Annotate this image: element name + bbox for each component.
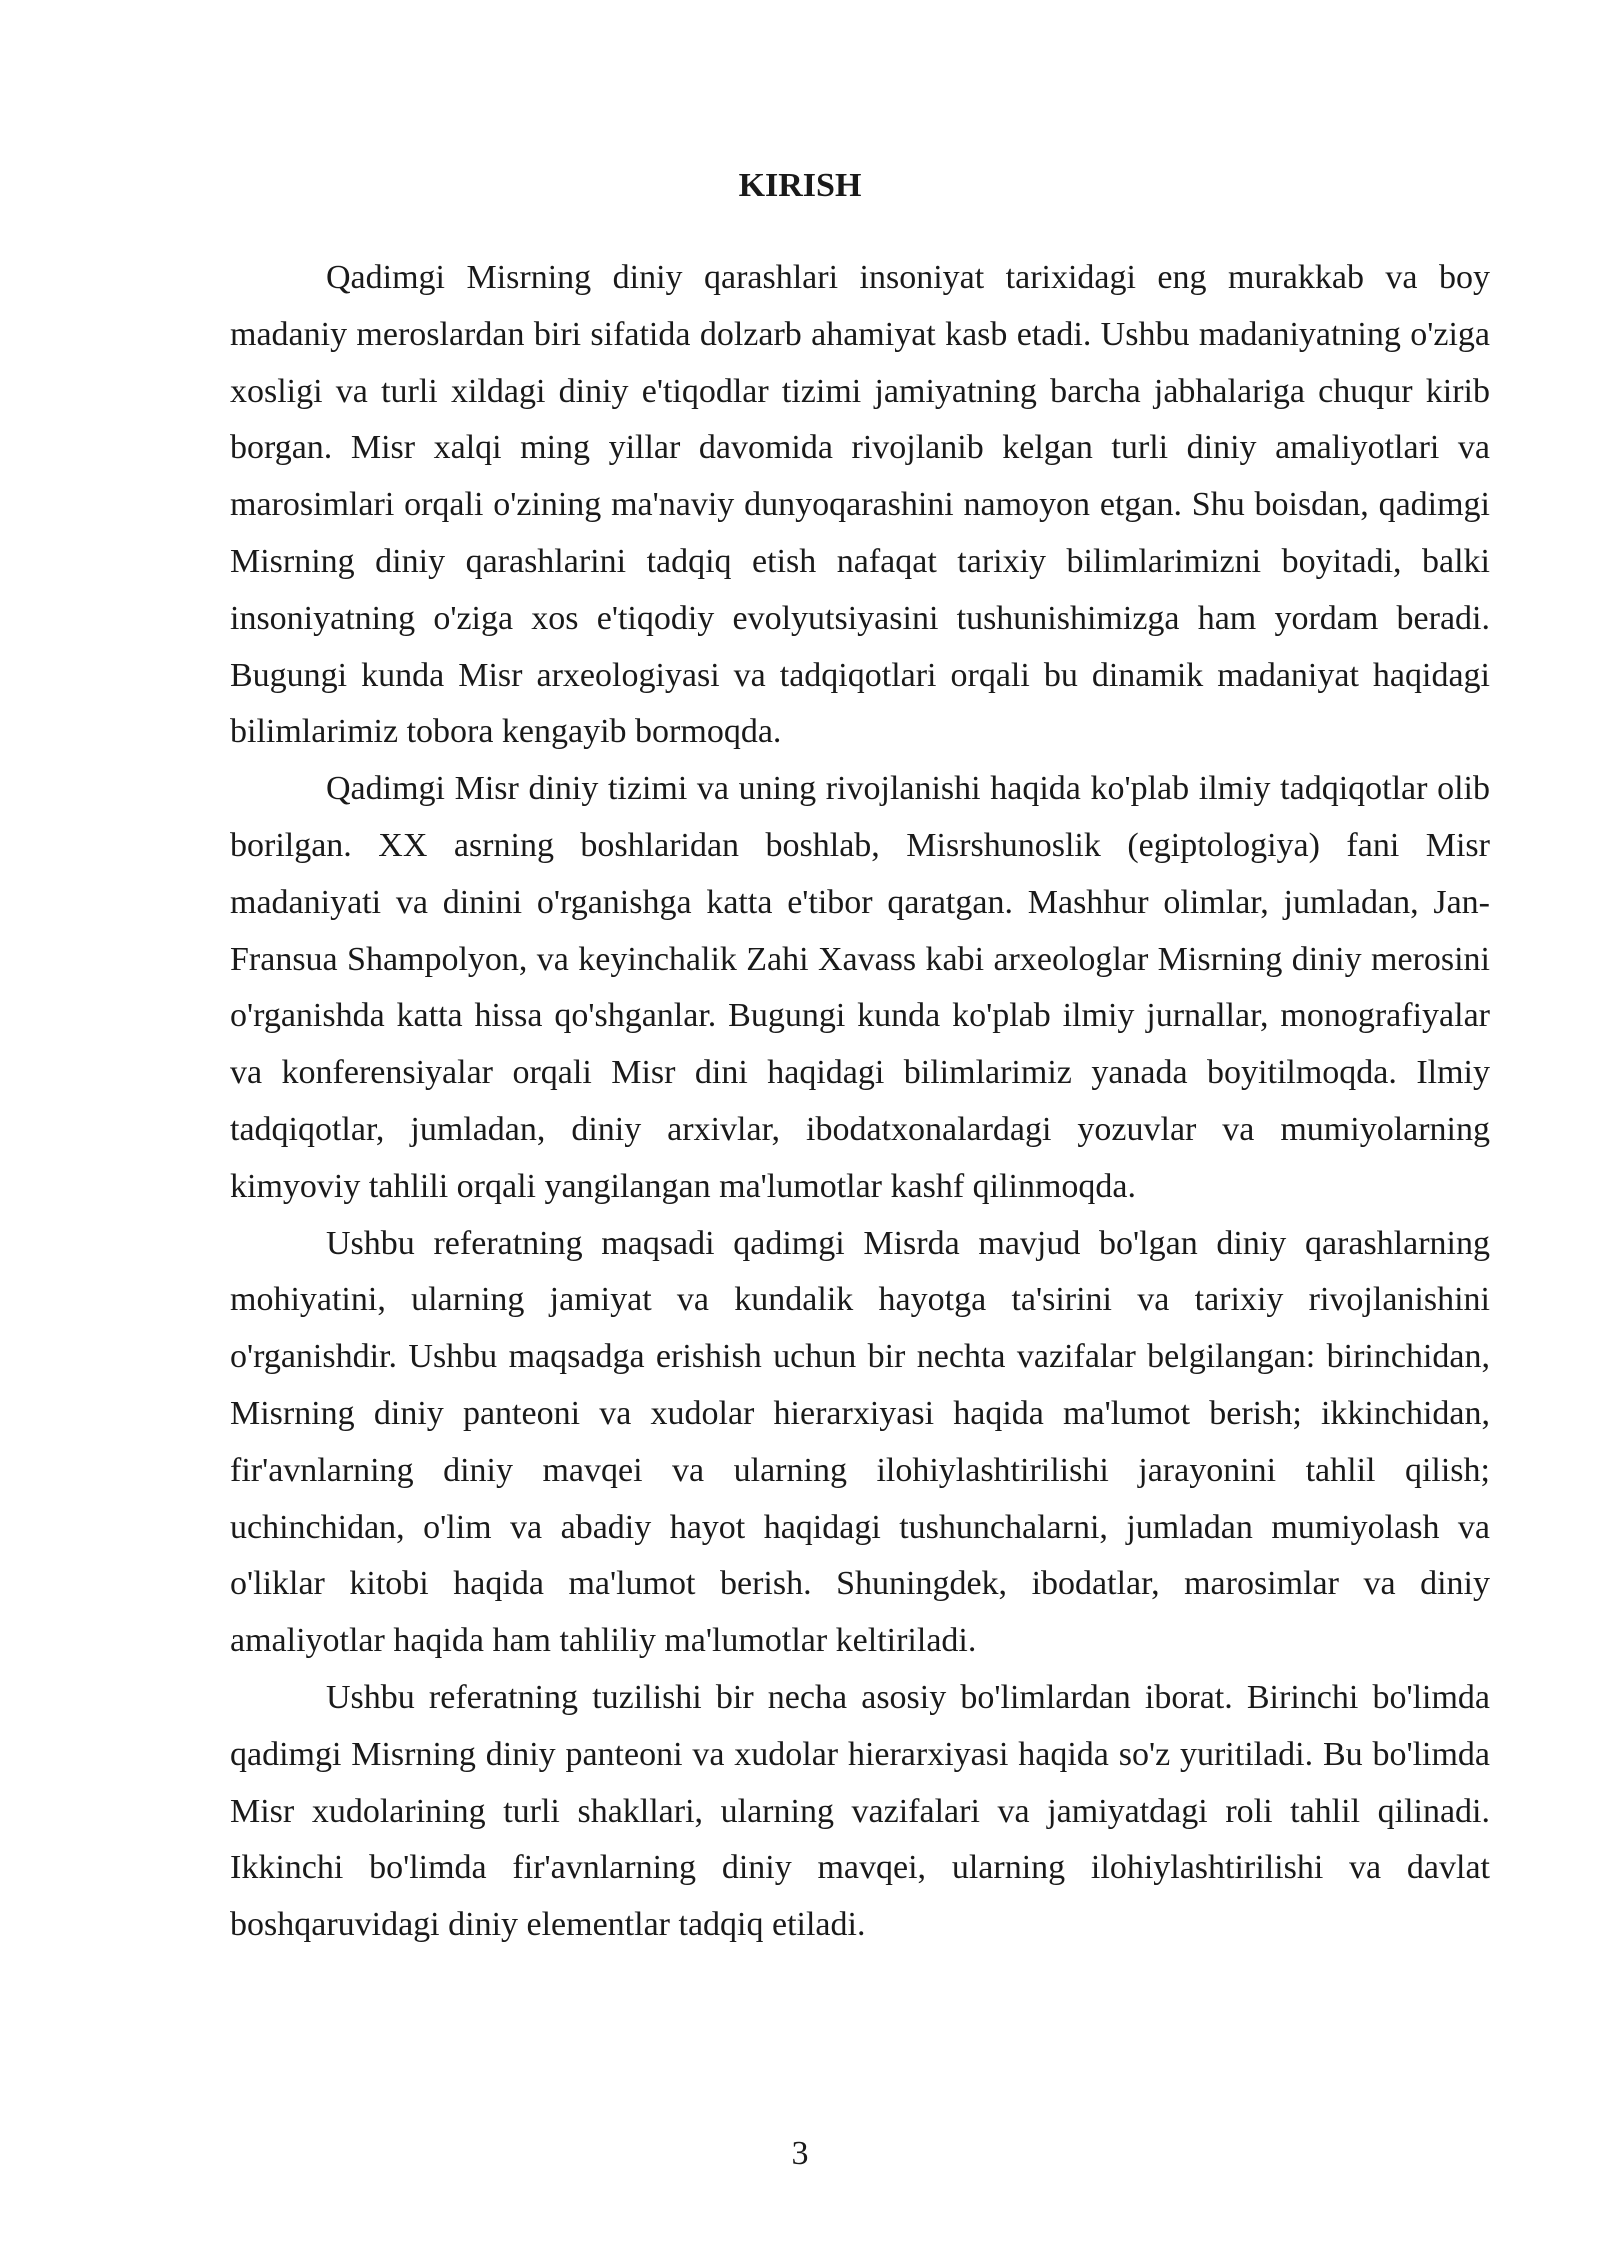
paragraph-4: Ushbu referatning tuzilishi bir necha asosiy bo'limlardan iborat. Birinchi bo'limda qadimgi Misrning diniy panteoni va xudolar hierarxiyasi haqida so'z yuritiladi. Bu bo'limda Misr xudolarining turli shakllari, ularning vazifalari va jamiyatdagi roli tahlil qilinadi. Ikkinchi bo'limda fir'avnlarning diniy mavqei, ularning ilohiylashtirilishi va davlat boshqaruvidagi diniy elementlar tadqiq etiladi. — [230, 1678, 1490, 1944]
paragraph-2: Qadimgi Misr diniy tizimi va uning rivojlanishi haqida ko'plab ilmiy tadqiqotlar olib borilgan. XX asrning boshlaridan boshlab, Misrshunoslik (egiptologiya) fani Misr madaniyati va dinini o'rganishga katta e'tibor qaratgan. Mashhur olimlar, jumladan, Jan-Fransua Shampolyon, va keyinchalik Zahi Xavass kabi arxeologlar Misrning diniy merosini o'rganishda katta hissa qo'shganlar. Bugungi kunda ko'plab ilmiy jurnallar, monografiyalar va konferensiyalar orqali Misr dini haqidagi bilimlarimiz yanada boyitilmoqda. Ilmiy tadqiqotlar, jumladan, diniy arxivlar, ibodatxonalardagi yozuvlar va mumiyolarning kimyoviy tahlili orqali yangilangan ma'lumotlar kashf qilinmoqda. — [230, 770, 1490, 1205]
paragraph-3: Ushbu referatning maqsadi qadimgi Misrda mavjud bo'lgan diniy qarashlarning mohiyatini, ularning jamiyat va kundalik hayotga ta'sirini va tarixiy rivojlanishini o'rganishdir. Ushbu maqsadga erishish uchun bir nechta vazifalar belgilangan: birinchidan, Misrning diniy panteoni va xudolar hierarxiyasi haqida ma'lumot berish; ikkinchidan, fir'avnlarning diniy mavqei va ularning ilohiylashtirilishi jarayonini tahlil qilish; uchinchidan, o'lim va abadiy hayot haqidagi tushunchalarni, jumladan mumiyolash va o'liklar kitobi haqida ma'lumot berish. Shuningdek, ibodatlar, marosimlar va diniy amaliyotlar haqida ham tahliliy ma'lumotlar keltiriladi. — [230, 1224, 1490, 1660]
document-body — [230, 250, 1490, 1954]
page-title: KIRISH — [738, 167, 862, 204]
page-number: 3 — [791, 2135, 809, 2172]
paragraph-1: Qadimgi Misrning diniy qarashlari insoniyat tarixidagi eng murakkab va boy madaniy meroslardan biri sifatida dolzarb ahamiyat kasb etadi. Ushbu madaniyatning o'ziga xosligi va turli xildagi diniy e'tiqodlar tizimi jamiyatning barcha jabhalariga chuqur kirib borgan. Misr xalqi ming yillar davomida rivojlanib kelgan turli diniy amaliyotlari va marosimlari orqali o'zining ma'naviy dunyoqarashini namoyon etgan. Shu boisdan, qadimgi Misrning diniy qarashlarini tadqiq etish nafaqat tarixiy bilimlarimizni boyitadi, balki insoniyatning o'ziga xos e'tiqodiy evolyutsiyasini tushunishimizga ham yordam beradi. Bugungi kunda Misr arxeologiyasi va tadqiqotlari orqali bu dinamik madaniyat haqidagi bilimlarimiz tobora kengayib bormoqda. — [230, 259, 1490, 751]
